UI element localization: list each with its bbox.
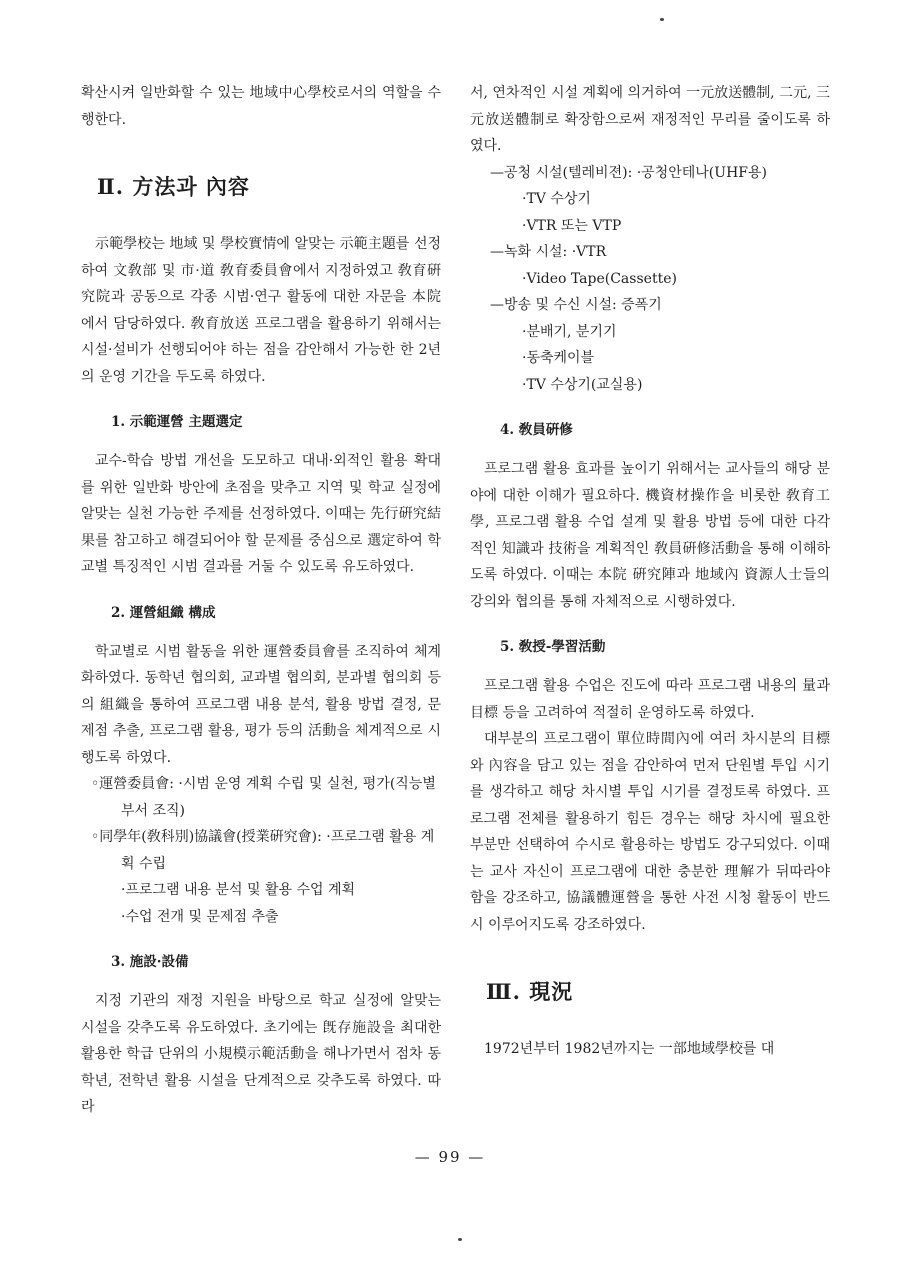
right-column — [470, 80, 830, 1063]
list-item: —방송 및 수신 시설: 증폭기 — [490, 297, 662, 313]
subsection-4-heading: 4. 敎員硏修 — [500, 422, 573, 438]
intro-paragraph: 확산시켜 일반화할 수 있는 地域中心學校로서의 역할을 수행한다. — [81, 85, 441, 128]
subsection-2-heading: 2. 運營組織 構成 — [111, 604, 216, 621]
list-item: ·동축케이블 — [522, 350, 595, 366]
subsection-1-paragraph: 교수-학습 방법 개선을 도모하고 대내·외적인 활용 확대를 위한 일반화 방안에 초점을 맞추고 지역 및 학교 실정에 알맞는 실천 가능한 주제를 선정하였다. 이때는 先行硏究結果를 참고하고 해결되어야 할 문제를 중심으로 選定하여 학교별 특징적인 시범 결과를 거둘 수 있도록 유도하였다. — [81, 453, 441, 575]
list-item: ·Video Tape(Cassette) — [522, 270, 677, 287]
subsection-4-paragraph: 프로그램 활용 효과를 높이기 위해서는 교사들의 해당 분야에 대한 이해가 필요하다. 機資材操作을 비롯한 敎育工學, 프로그램 활용 수업 설계 및 활용 방법 등에 대한 다각적인 知識과 技術을 계획적인 敎員硏修活動을 통해 이해하도록 하였다. 이때는 本院 硏究陣과 地域內 資源人士들의 강의와 협의를 통해 자체적으로 시행하였다. — [470, 461, 830, 610]
subsection-2-paragraph: 학교별로 시범 활동을 위한 運營委員會를 조직하여 체계화하였다. 동학년 협의회, 교과별 협의회, 분과별 협의회 등의 組織을 통하여 프로그램 내용 분석, 활용 방법 결정, 문제점 추출, 프로그램 활용, 평가 등의 活動을 체계적으로 시행도록 하였다. — [81, 643, 441, 766]
subsection-3-heading: 3. 施設·設備 — [111, 954, 189, 970]
subsection-5-heading: 5. 敎授-學習活動 — [500, 639, 606, 655]
subsection-5-paragraph-2: 대부분의 프로그램이 單位時間內에 여러 차시분의 目標와 內容을 담고 있는 점을 감안하여 먼저 단원별 투입 시기를 생각하고 해당 차시별 투입 시기를 결정토록 하였다. 프로그램 전체를 활용하기 힘든 경우는 해당 차시에 필요한 부분만 선택하여 수시로 활용하는 방법도 강구되었다. 이때는 교사 자신이 프로그램에 대한 충분한 理解가 뒤따라야 함을 강조하고, 協議體運營을 통한 사전 시청 활동이 반드시 이루어지도록 강조하였다. — [470, 731, 830, 933]
section-3-heading: Ⅲ. 現況 — [486, 979, 574, 1004]
list-item: —녹화 시설: ·VTR — [490, 244, 607, 260]
section-2-paragraph: 示範學校는 地域 및 學校實情에 알맞는 示範主題를 선정하여 文敎部 및 市·道 敎育委員會에서 지정하였고 敎育硏究院과 공동으로 각종 시범·연구 활동에 대한 자문을 本院에서 담당하였다. 敎育放送 프로그램을 활용하기 위해서는 시설·설비가 선행되어야 하는 점을 감안해서 가능한 한 2년의 운영 기간을 두도록 하였다. — [81, 236, 441, 385]
subsection-5-paragraph-1: 프로그램 활용 수업은 진도에 따라 프로그램 내용의 量과 目標 등을 고려하여 적절히 운영하도록 하였다. — [470, 678, 830, 721]
list-item: ·수업 전개 및 문제점 추출 — [121, 908, 279, 925]
section-3-paragraph: 1972년부터 1982년까지는 一部地域學校를 대 — [484, 1041, 775, 1057]
list-item: ◦同學年(敎科別)協議會(授業硏究會): ·프로그램 활용 계획 수립 — [91, 829, 435, 872]
equipment-list — [470, 160, 830, 399]
scan-speck — [660, 18, 664, 21]
list-item: ·TV 수상기 — [522, 191, 591, 207]
subsection-3-paragraph: 지정 기관의 재정 지원을 바탕으로 학교 실정에 알맞는 시설을 갖추도록 유도하였다. 초기에는 旣存施設을 최대한 활용한 학급 단위의 小規模示範活動을 해나가면서 점차 동학년, 전학년 활용 시설을 단계적으로 갖추도록 하였다. 따라 — [81, 993, 441, 1115]
list-item: ·VTR 또는 VTP — [522, 217, 622, 234]
list-item: ·프로그램 내용 분석 및 활용 수업 계획 — [121, 882, 356, 898]
scan-speck — [458, 1238, 462, 1241]
list-item: ·TV 수상기(교실용) — [522, 376, 643, 393]
subsection-1-heading: 1. 示範運營 主題選定 — [111, 414, 243, 430]
section-2-heading: Ⅱ. 方法과 內容 — [97, 174, 250, 199]
list-item: ·분배기, 분기기 — [522, 323, 617, 340]
organization-list — [81, 771, 441, 930]
list-item: —공청 시설(텔레비젼): ·공청안테나(UHF용) — [490, 164, 767, 181]
left-column — [81, 80, 441, 1121]
list-item: ◦運營委員會: ·시범 운영 계획 수립 및 실천, 평가(직능별 부서 조직) — [91, 776, 436, 819]
page-number: — 99 — — [414, 1148, 486, 1166]
continued-paragraph: 서, 연차적인 시설 계획에 의거하여 一元放送體制, 二元, 三元放送體制로 확장함으로써 재정적인 무리를 줄이도록 하였다. — [470, 85, 830, 154]
